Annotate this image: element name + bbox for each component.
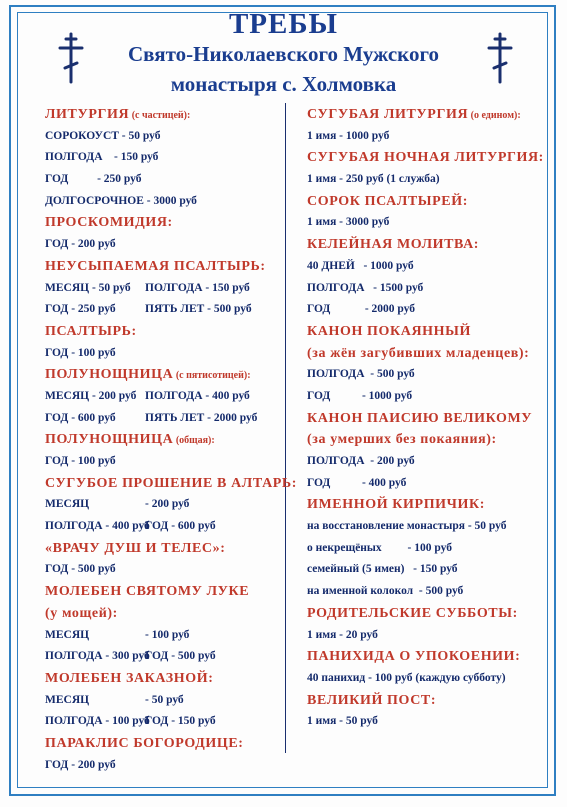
price-row (45, 299, 280, 321)
price-item: на именной колокол - 500 руб (307, 585, 464, 598)
section-heading-text: СУГУБАЯ НОЧНАЯ ЛИТУРГИЯ: (307, 150, 544, 166)
price-row (307, 451, 547, 473)
price-item: 1 имя - 50 руб (307, 715, 378, 728)
section-heading-text: КАНОН ПАИСИЮ ВЕЛИКОМУ (307, 410, 533, 426)
section-heading-note: (с пятисотицей): (173, 370, 251, 382)
section-heading-note: (общая): (173, 435, 215, 447)
price-item-first: ПОЛГОДА - 400 руб (45, 520, 150, 533)
price-row (45, 126, 280, 148)
price-item-second: ГОД - 600 руб (145, 520, 216, 533)
section-heading (307, 429, 547, 451)
price-row (45, 386, 280, 408)
section-heading-text: ПОЛУНОЩНИЦА (45, 367, 174, 383)
price-item-second: ПОЛГОДА - 150 руб (145, 281, 250, 294)
price-item-second: - 50 руб (145, 693, 184, 706)
section-heading-text: МОЛЕБЕН СВЯТОМУ ЛУКЕ (45, 584, 250, 600)
section-heading-text: КЕЛЕЙНАЯ МОЛИТВА: (307, 237, 480, 253)
section-heading-text: ИМЕННОЙ КИРПИЧИК: (307, 497, 486, 513)
price-row (45, 559, 280, 581)
section-heading-text: ПАРАКЛИС БОГОРОДИЦЕ: (45, 735, 244, 751)
price-item: 40 ДНЕЙ - 1000 руб (307, 259, 414, 272)
section-heading-text: СУГУБОЕ ПРОШЕНИЕ В АЛТАРЬ: (45, 475, 298, 491)
price-item: ГОД - 100 руб (45, 346, 116, 359)
price-item: СОРОКОУСТ - 50 руб (45, 129, 161, 142)
section-heading (45, 733, 280, 755)
price-row (307, 386, 547, 408)
section-heading (45, 212, 280, 234)
price-item: на восстановление монастыря - 50 руб (307, 520, 507, 533)
price-item: ГОД - 400 руб (307, 476, 407, 489)
price-item: ПОЛГОДА - 1500 руб (307, 281, 424, 294)
section-heading-text: «ВРАЧУ ДУШ И ТЕЛЕС»: (45, 540, 226, 556)
price-row (307, 299, 547, 321)
price-item: семейный (5 имен) - 150 руб (307, 563, 458, 576)
section-heading (307, 646, 547, 668)
price-item: 40 панихид - 100 руб (каждую субботу) (307, 671, 506, 684)
page-subtitle-line1: Свято-Николаевского Мужского (128, 42, 439, 66)
section-heading-text: КАНОН ПОКАЯННЫЙ (307, 323, 471, 339)
section-heading-text: СОРОК ПСАЛТЫРЕЙ: (307, 193, 468, 209)
section-heading-text: (за умерших без покаяния): (307, 432, 497, 448)
section-heading-text: СУГУБАЯ ЛИТУРГИЯ (307, 107, 469, 122)
section-heading (45, 429, 280, 451)
price-item: ДОЛГОСРОЧНОЕ - 3000 руб (45, 194, 197, 207)
price-item: о некрещёных - 100 руб (307, 541, 452, 554)
section-heading (45, 364, 280, 386)
price-row (45, 278, 280, 300)
section-heading (307, 408, 547, 430)
price-row (45, 169, 280, 191)
price-row (45, 147, 280, 169)
price-row (45, 494, 280, 516)
price-item: 1 имя - 250 руб (1 служба) (307, 173, 440, 186)
section-heading-text: ПАНИХИДА О УПОКОЕНИИ: (307, 649, 521, 665)
price-row (307, 516, 547, 538)
section-heading (307, 147, 547, 169)
section-heading (307, 104, 547, 126)
section-heading-text: ЛИТУРГИЯ (45, 107, 130, 122)
section-heading (45, 668, 280, 690)
section-heading-text: (за жён загубивших младенцев): (307, 345, 530, 361)
price-row (307, 668, 547, 690)
section-heading-text: МОЛЕБЕН ЗАКАЗНОЙ: (45, 670, 214, 686)
price-item: ГОД - 500 руб (45, 563, 116, 576)
price-item-first: МЕСЯЦ (45, 693, 90, 706)
section-heading (45, 538, 280, 560)
price-item-first: ГОД - 600 руб (45, 411, 116, 424)
price-row (45, 234, 280, 256)
section-heading (307, 690, 547, 712)
section-heading (45, 581, 280, 603)
section-heading-text: ПРОСКОМИДИЯ: (45, 215, 173, 231)
price-item-second: - 200 руб (145, 498, 190, 511)
price-row (307, 364, 547, 386)
price-item: ГОД - 100 руб (45, 455, 116, 467)
price-row (45, 408, 280, 430)
column-divider (285, 103, 286, 753)
price-row (45, 343, 280, 365)
price-row (307, 473, 547, 495)
price-item-second: - 100 руб (145, 628, 190, 641)
price-row (307, 625, 547, 647)
section-heading (45, 321, 280, 343)
price-item-first: МЕСЯЦ - 50 руб (45, 281, 131, 294)
price-row (307, 256, 547, 278)
price-item-first: МЕСЯЦ (45, 498, 90, 511)
section-heading (307, 494, 547, 516)
section-heading (307, 234, 547, 256)
section-heading-text: ПСАЛТЫРЬ: (45, 323, 137, 339)
price-row (307, 581, 547, 603)
price-row (45, 711, 280, 733)
price-item-first: МЕСЯЦ - 200 руб (45, 389, 137, 402)
price-item-second: ГОД - 500 руб (145, 650, 216, 663)
price-item: 1 имя - 1000 руб (307, 129, 390, 142)
price-row (45, 690, 280, 712)
price-item-first: ГОД - 250 руб (45, 303, 116, 316)
section-heading (45, 104, 280, 126)
price-item-second: ГОД - 150 руб (145, 715, 216, 728)
section-heading-note: (о едином): (468, 110, 521, 121)
price-row (307, 559, 547, 581)
price-item: ГОД - 200 руб (45, 758, 116, 771)
price-row (307, 278, 547, 300)
price-row (307, 169, 547, 191)
left-column (45, 104, 298, 776)
right-column (307, 104, 547, 733)
section-heading (45, 603, 280, 625)
price-item-second: ПОЛГОДА - 400 руб (145, 389, 250, 402)
section-heading-text: (у мощей): (45, 605, 118, 621)
section-heading-note: (с частицей): (129, 110, 191, 121)
section-heading (307, 191, 547, 213)
price-row (45, 516, 280, 538)
price-row (45, 625, 280, 647)
page-title: ТРЕБЫ (228, 8, 339, 40)
section-heading-text: РОДИТЕЛЬСКИЕ СУББОТЫ: (307, 605, 518, 621)
price-item-first: ПОЛГОДА - 300 руб (45, 650, 150, 663)
section-heading (307, 321, 547, 343)
price-item-first: ПОЛГОДА - 100 руб (45, 715, 150, 728)
price-item: ПОЛГОДА - 200 руб (307, 455, 415, 467)
price-item: ПОЛГОДА - 500 руб (307, 368, 415, 381)
price-item: ГОД - 2000 руб (307, 303, 415, 316)
price-row (307, 711, 547, 733)
section-heading (45, 256, 280, 278)
section-heading (45, 473, 298, 495)
price-row (307, 538, 547, 560)
price-item-second: ПЯТЬ ЛЕТ - 500 руб (145, 303, 252, 316)
price-row (45, 755, 280, 777)
section-heading-text: ПОЛУНОЩНИЦА (45, 432, 174, 448)
price-item: 1 имя - 20 руб (307, 628, 378, 641)
price-item: 1 имя - 3000 руб (307, 216, 390, 229)
page-subtitle-line2: монастыря с. Холмовка (170, 72, 397, 96)
price-row (307, 126, 547, 148)
price-item: ГОД - 200 руб (45, 238, 116, 251)
price-row (45, 451, 280, 473)
section-heading (307, 343, 547, 365)
price-item-second: ПЯТЬ ЛЕТ - 2000 руб (145, 411, 258, 424)
price-item: ПОЛГОДА - 150 руб (45, 151, 159, 164)
price-row (45, 191, 280, 213)
price-row (307, 212, 547, 234)
price-item-first: МЕСЯЦ (45, 628, 90, 641)
price-row (45, 646, 280, 668)
section-heading-text: НЕУСЫПАЕМАЯ ПСАЛТЫРЬ: (45, 258, 266, 274)
section-heading (307, 603, 547, 625)
price-item: ГОД - 1000 руб (307, 389, 413, 402)
section-heading-text: ВЕЛИКИЙ ПОСТ: (307, 692, 437, 708)
price-item: ГОД - 250 руб (45, 173, 142, 186)
